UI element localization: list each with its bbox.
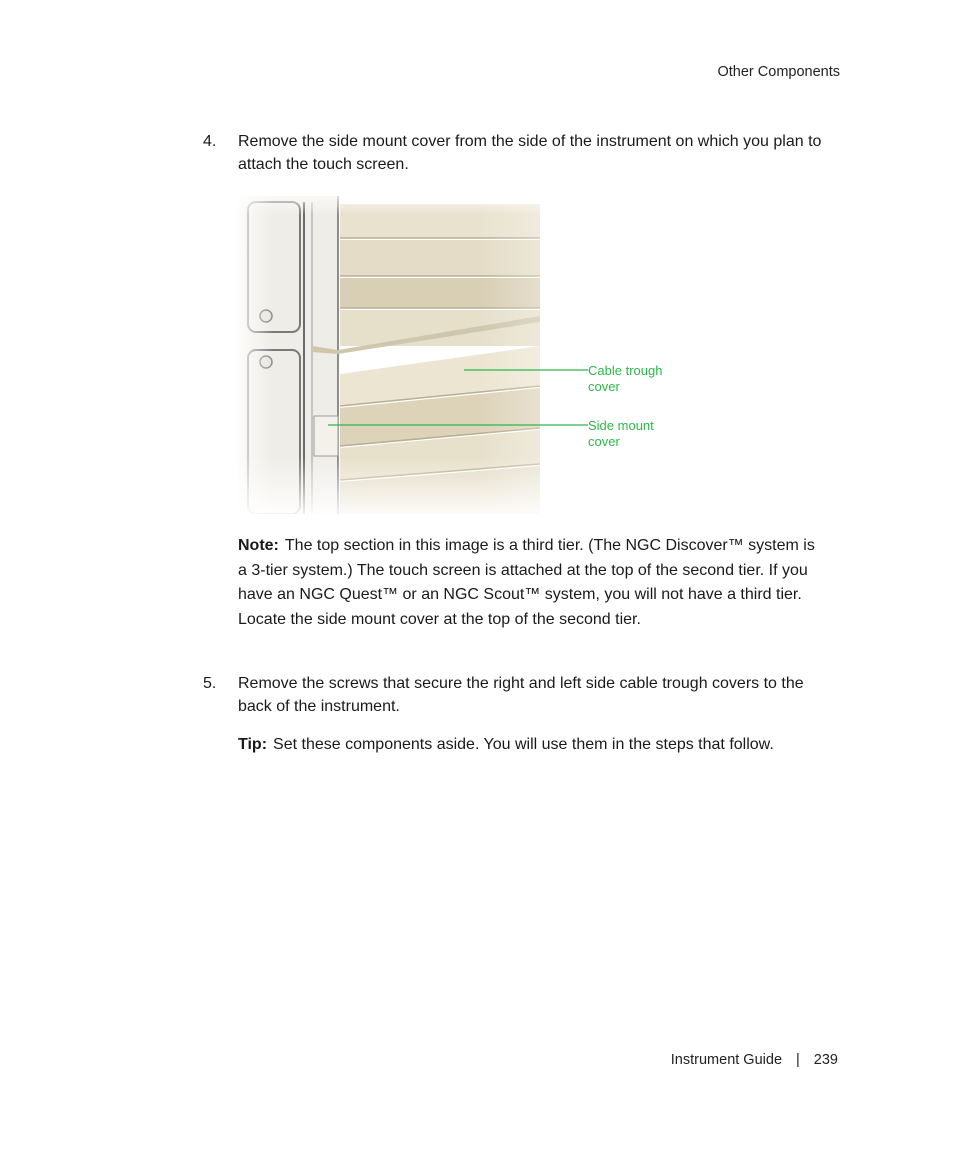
tip-block (238, 733, 818, 757)
tip-label: Tip: (238, 736, 268, 753)
step-text: Remove the side mount cover from the side of the instrument on which you plan to attach the touch screen. (238, 133, 822, 173)
guide-title: Instrument Guide (670, 1052, 783, 1068)
step-number: 4. (203, 133, 217, 150)
note-label: Note: (238, 537, 279, 554)
instrument-side-illustration (238, 196, 678, 514)
note-text: The top section in this image is a third tier. (The NGC Discover™ system is a 3-tier system.) The touch screen is attached at the top of the second tier. If you have an NGC Quest™ or an NGC Scout™ system, you will not have a third tier. Locate the side mount cover at the top of the second tier. (238, 537, 815, 628)
step-text: Remove the screws that secure the right and left side cable trough covers to the back of the instrument. (238, 675, 804, 715)
step-5 (203, 672, 828, 718)
illustration-svg (238, 196, 678, 514)
cable-trough-label-line1: Cable trough (588, 363, 663, 378)
cable-trough-label-line2: cover (588, 379, 620, 394)
tip-text: Set these components aside. You will use them in the steps that follow. (273, 736, 774, 753)
step-number: 5. (203, 675, 217, 692)
step-4 (203, 130, 828, 176)
page-footer (671, 1052, 838, 1068)
running-header: Other Components (717, 64, 840, 80)
side-mount-label-line2: cover (588, 434, 620, 449)
note-block (238, 534, 818, 632)
footer-separator: | (796, 1052, 800, 1068)
page-number: 239 (813, 1052, 838, 1068)
side-mount-label-line1: Side mount (588, 418, 654, 433)
